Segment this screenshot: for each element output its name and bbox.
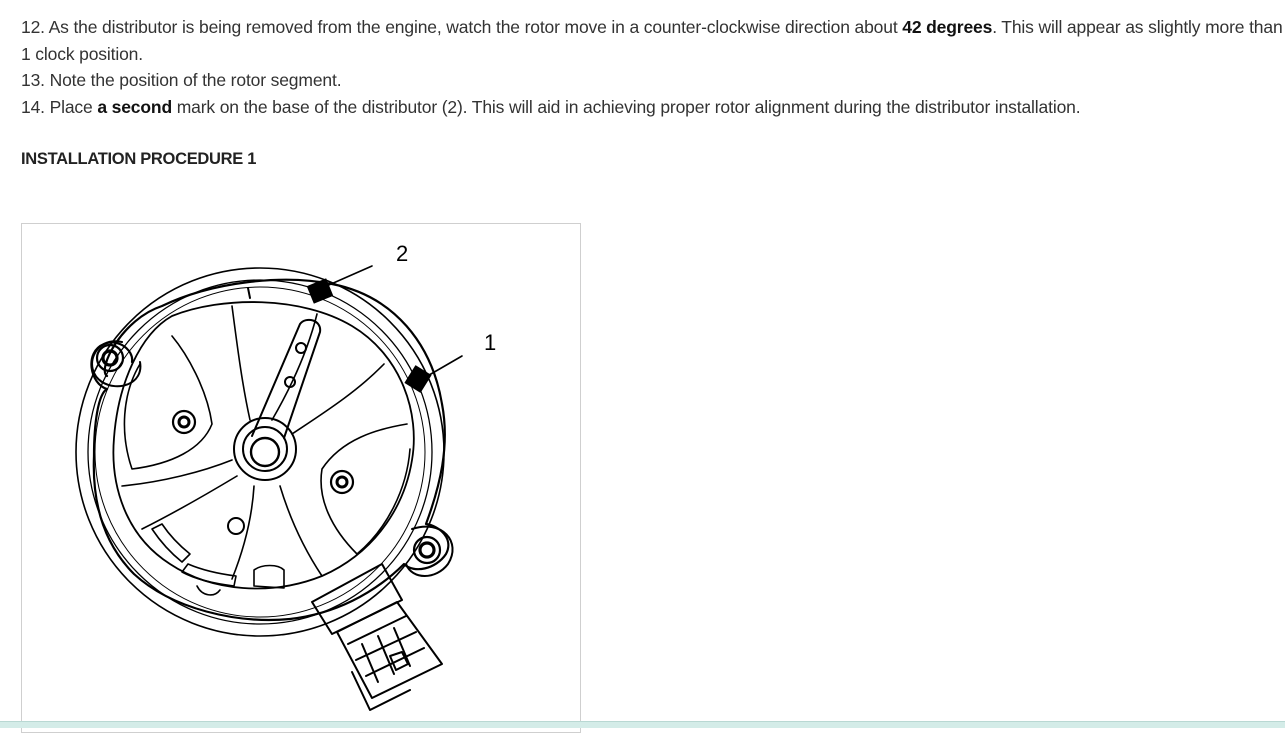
lobe-top [232,306,317,420]
lobe-lower-left [122,460,237,529]
base-slot-3 [254,566,284,589]
distributor-illustration [22,224,582,734]
housing-tick [248,288,250,298]
mark-1 [405,366,431,392]
inner-hole-right [331,471,353,493]
bottom-bar [0,721,1285,728]
callout-1: 1 [484,330,497,355]
housing-rim-outer [76,268,444,636]
distributor-diagram [21,223,581,733]
inner-bowl [113,302,413,588]
base-tab [197,586,220,595]
callout-2: 2 [396,241,409,266]
inner-hole-left [173,411,195,433]
hub-inner [251,438,279,466]
housing-rim-inner [88,280,432,624]
step-13: 13. Note the position of the rotor segment. [21,70,342,90]
step-14-emphasis: a second [97,96,172,117]
leader-line-1 [424,356,462,378]
base-slot-1 [152,524,190,562]
step-12 [21,14,1283,67]
rotor-tip-hole [296,343,306,353]
inner-hole-bottom [228,518,244,534]
inner-hole-right-core [337,477,347,487]
step-12-text: 12. As the distributor is being removed from the engine, watch the rotor move in a counter-clockwise direction about [21,17,903,37]
step-12-emphasis: 42 degrees [902,17,993,37]
lobe-bottom [232,486,322,579]
lobe-left [124,336,212,469]
step-12-text-end: . This will appear as slightly more than 1 clock position. [21,17,1283,64]
step-14-text-end: mark on the base of the distributor (2). This will aid in achieving proper rotor alignment during the distributor installation. [172,96,1081,117]
section-heading: INSTALLATION PROCEDURE 1 [21,150,257,168]
step-14-text: 14. Place [21,96,98,117]
step-14 [21,94,1283,121]
inner-hole-left-core [179,417,189,427]
procedure-steps [21,14,1283,120]
leader-line-2 [322,266,372,288]
hub-mid [243,427,287,471]
housing-outline [91,280,448,620]
